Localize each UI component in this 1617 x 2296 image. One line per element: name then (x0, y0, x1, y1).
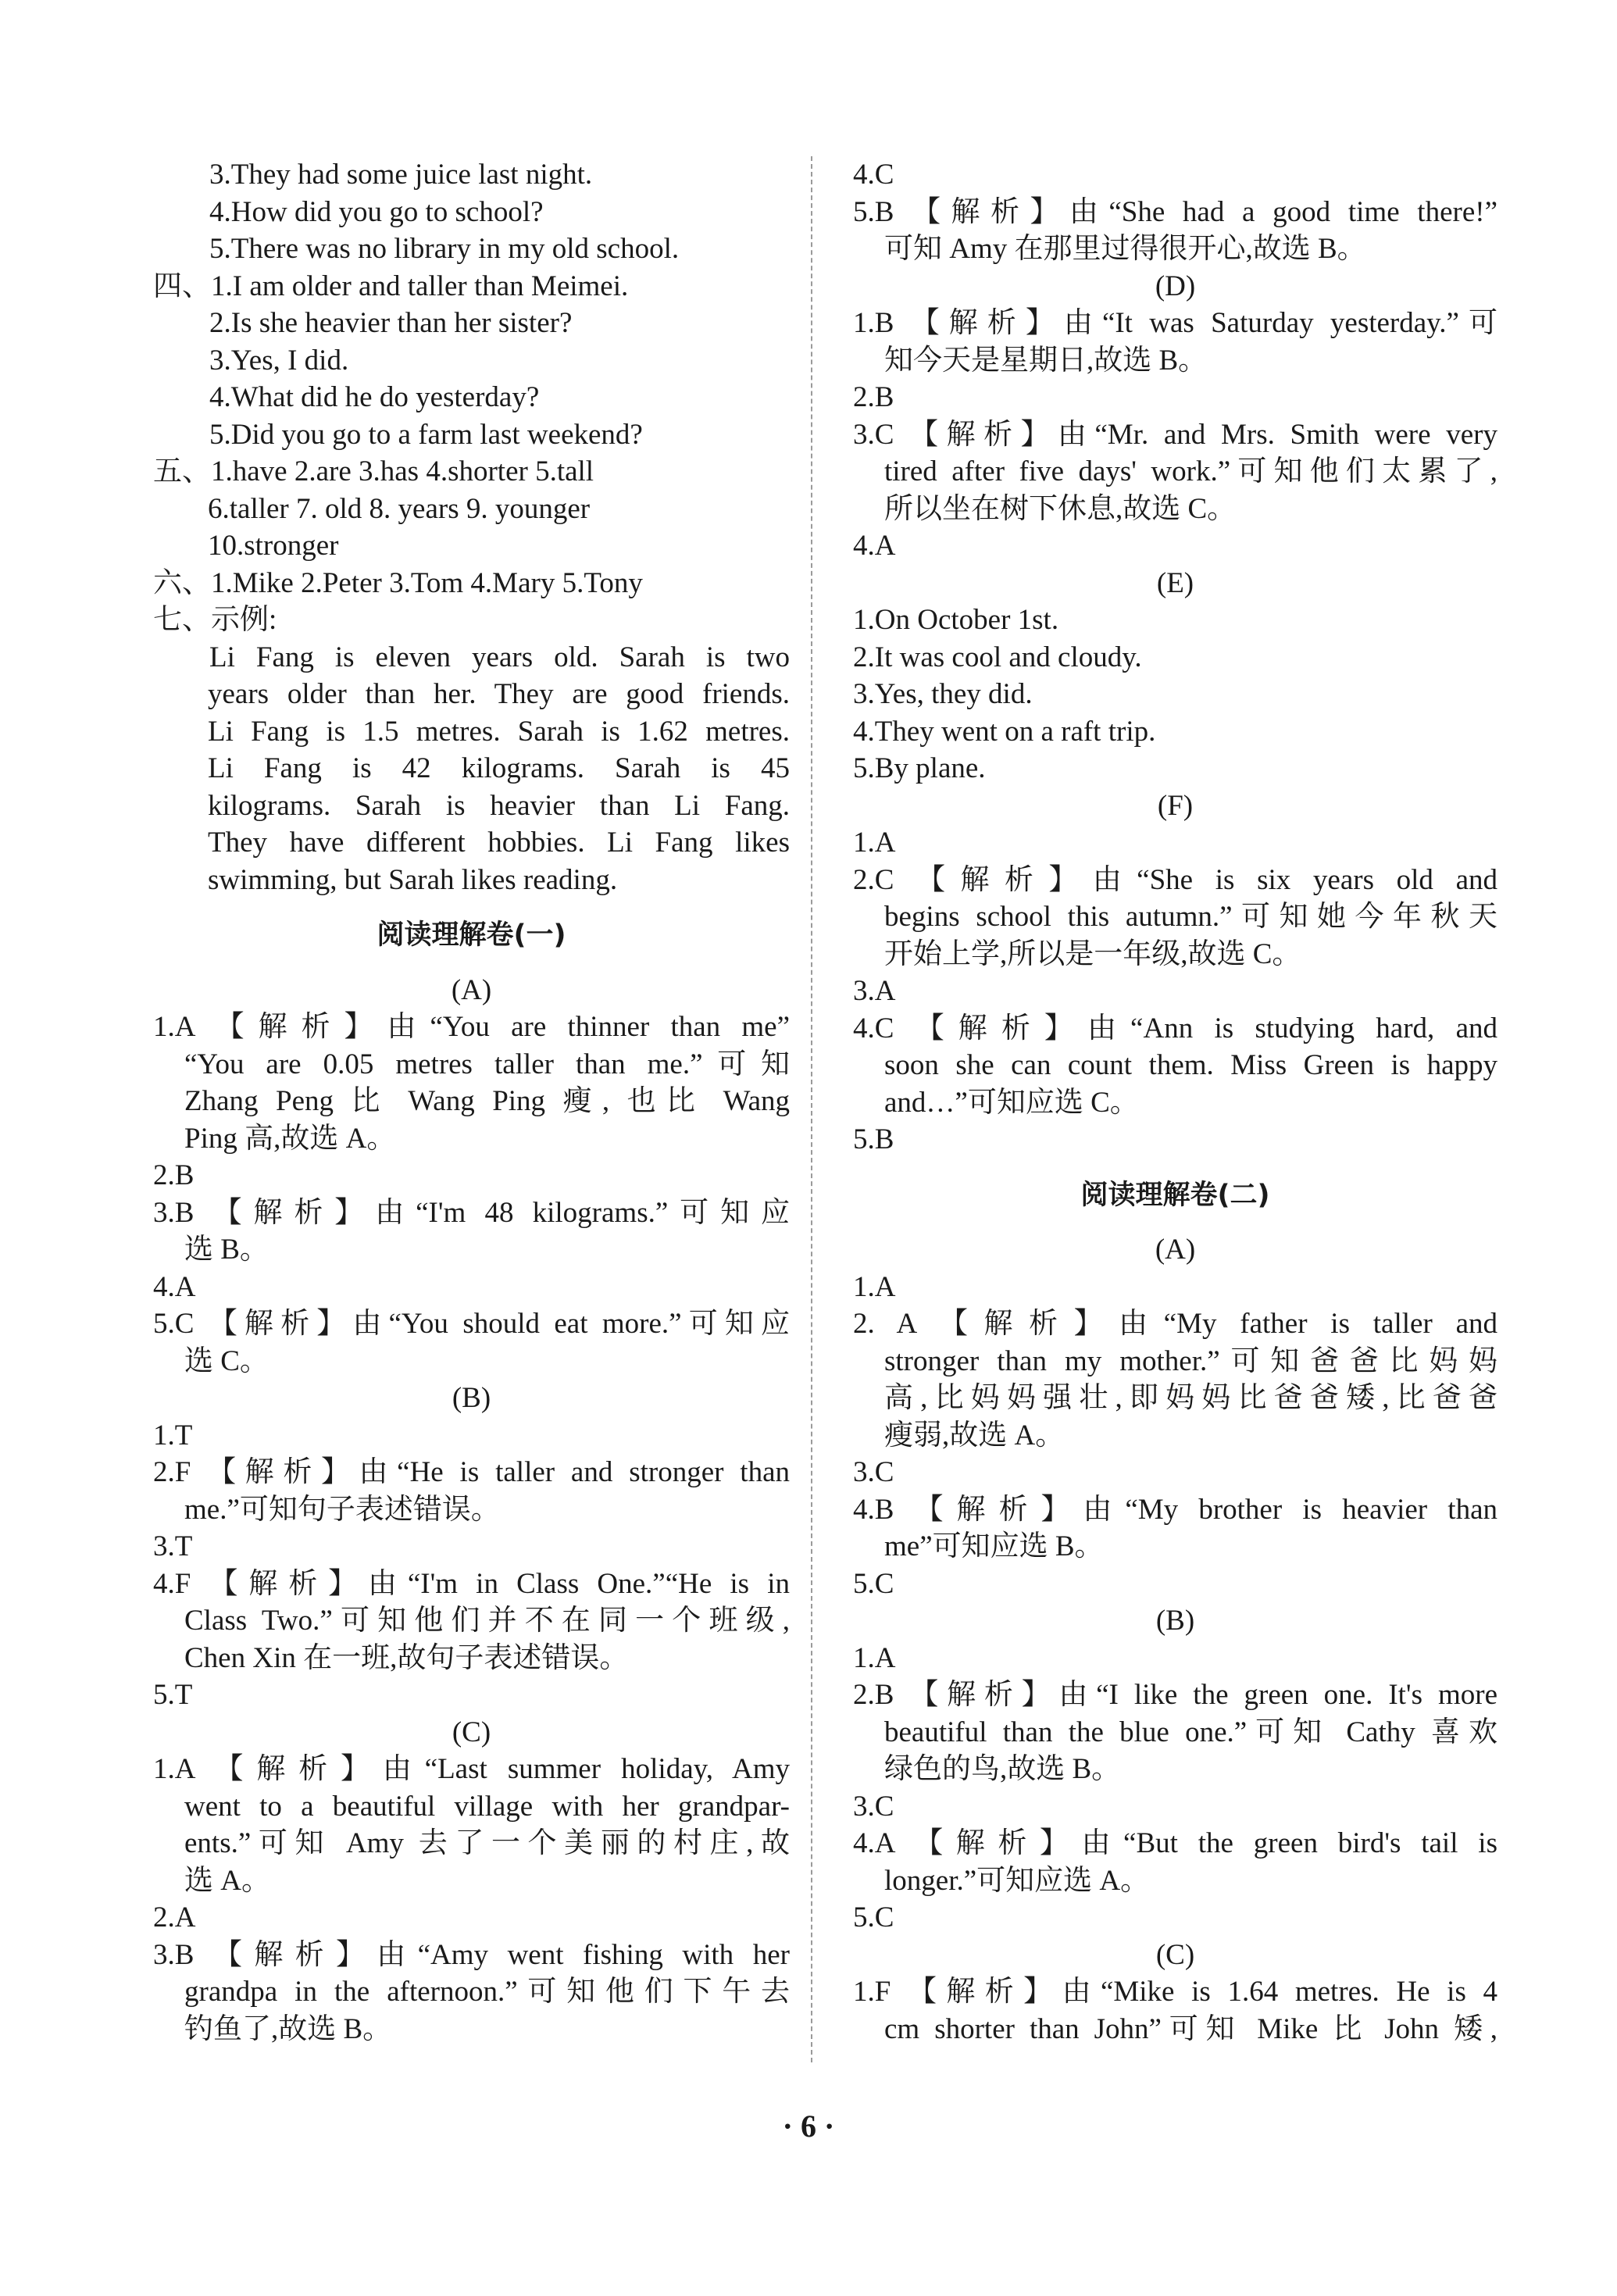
answer-line: 2.A (153, 1901, 196, 1934)
answer-line: 3.Yes, I did. (209, 344, 349, 377)
answer-line: 1.A (853, 1270, 896, 1303)
answer-line: Li Fang is 42 kilograms. Sarah is 45 (208, 752, 790, 784)
answer-line: (A) (451, 973, 492, 1006)
answer-line: 选 B。 (184, 1234, 269, 1266)
answer-line: 2.C 【解析】由“She is six years old and (853, 863, 1497, 896)
section-heading: 阅读理解卷(一) (377, 919, 566, 951)
answer-line: 5.Did you go to a farm last weekend? (209, 418, 643, 451)
answer-line: 5.B 【解析】由“She had a good time there!” (853, 195, 1497, 228)
answer-line: 1.B 【解析】由“It was Saturday yesterday.”可 (853, 307, 1497, 339)
answer-line: Zhang Peng 比 Wang Ping 瘦, 也比 Wang (184, 1085, 790, 1117)
answer-line: longer.”可知应选 A。 (884, 1864, 1150, 1897)
answer-line: 六、1.Mike 2.Peter 3.Tom 4.Mary 5.Tony (153, 566, 643, 599)
answer-line: 2.B 【解析】由“I like the green one. It's more (853, 1679, 1497, 1711)
answer-line: (B) (452, 1382, 491, 1414)
answer-line: 4.A 【解析】由“But the green bird's tail is (853, 1827, 1497, 1859)
answer-line: 高,比妈妈强壮,即妈妈比爸爸矮,比爸爸 (884, 1382, 1497, 1414)
answer-line: and…”可知应选 C。 (884, 1086, 1139, 1119)
answer-line: 1.F 【解析】由“Mike is 1.64 metres. He is 4 (853, 1976, 1497, 2008)
answer-line: 3.A (853, 975, 896, 1007)
answer-line: 5.There was no library in my old school. (209, 233, 680, 265)
answer-line: 3.B 【解析】由“I'm 48 kilograms.”可知应 (153, 1196, 790, 1229)
answer-line: 开始上学,所以是一年级,故选 C。 (884, 937, 1301, 970)
answer-line: They have different hobbies. Li Fang likes (208, 827, 790, 859)
answer-line: tired after five days' work.”可知他们太累了, (884, 455, 1497, 487)
answer-line: 4.A (853, 530, 896, 562)
answer-line: 5.B (853, 1123, 894, 1155)
answer-line: ents.”可知 Amy 去了一个美丽的村庄,故 (184, 1827, 790, 1859)
answer-line: 1.On October 1st. (853, 604, 1059, 636)
answer-line: 五、1.have 2.are 3.has 4.shorter 5.tall (153, 455, 594, 487)
answer-line: soon she can count them. Miss Green is happy (884, 1049, 1497, 1081)
answer-line: 3.Yes, they did. (853, 678, 1033, 710)
answer-line: cm shorter than John”可知 Mike 比 John 矮, (884, 2012, 1497, 2045)
answer-line: 钓鱼了,故选 B。 (184, 2012, 392, 2045)
answer-line: stronger than my mother.”可知爸爸比妈妈 (884, 1344, 1497, 1377)
answer-line: 4.What did he do yesterday? (209, 381, 540, 413)
answer-line: 3.T (153, 1530, 193, 1562)
left-column (153, 156, 790, 2048)
answer-line: (A) (1155, 1234, 1196, 1266)
answer-line: 4.They went on a raft trip. (853, 715, 1156, 748)
answer-line: 1.A (853, 827, 896, 859)
answer-line: 5.C (853, 1901, 894, 1934)
page-number: · 6 · (782, 2109, 835, 2144)
answer-line: (F) (1157, 789, 1194, 822)
answer-line: me.”可知句子表述错误。 (184, 1493, 500, 1526)
section-heading: 阅读理解卷(二) (1080, 1179, 1270, 1211)
answer-line: 2.F 【解析】由“He is taller and stronger than (153, 1456, 790, 1488)
answer-line: years older than her. They are good friends. (208, 678, 790, 710)
answer-line: beautiful than the blue one.”可知 Cathy 喜欢 (884, 1716, 1497, 1748)
answer-line: 2. A 【解析】由“My father is taller and (853, 1308, 1497, 1340)
answer-line: 选 C。 (184, 1344, 269, 1377)
answer-line: Li Fang is 1.5 metres. Sarah is 1.62 metres. (208, 715, 790, 748)
answer-line: 6.taller 7. old 8. years 9. younger (208, 492, 591, 525)
answer-line: 5.By plane. (853, 752, 986, 784)
answer-line: Li Fang is eleven years old. Sarah is two (209, 641, 790, 673)
answer-line: 1.T (153, 1419, 193, 1452)
answer-line: Chen Xin 在一班,故句子表述错误。 (184, 1641, 629, 1674)
answer-line: 4.How did you go to school? (209, 195, 544, 228)
answer-line: 4.A (153, 1270, 196, 1303)
answer-line: 1.A 【解析】由“Last summer holiday, Amy (153, 1753, 790, 1785)
answer-line: went to a beautiful village with her grandpar- (184, 1790, 790, 1823)
answer-line: grandpa in the afternoon.”可知他们下午去 (184, 1976, 790, 2008)
answer-line: 3.B 【解析】由“Amy went fishing with her (153, 1938, 790, 1971)
answer-line: 3.C (853, 1790, 894, 1823)
answer-line: 4.C 【解析】由“Ann is studying hard, and (853, 1012, 1497, 1044)
answer-line: 10.stronger (208, 530, 339, 562)
answer-line: 4.F 【解析】由“I'm in Class One.”“He is in (153, 1567, 790, 1600)
answer-line: (B) (1155, 1605, 1195, 1637)
answer-line: 3.C 【解析】由“Mr. and Mrs. Smith were very (853, 418, 1497, 451)
answer-line: me”可知应选 B。 (884, 1530, 1104, 1562)
answer-line: begins school this autumn.”可知她今年秋天 (884, 901, 1497, 933)
answer-line: (D) (1155, 270, 1196, 302)
answer-line: kilograms. Sarah is heavier than Li Fang. (208, 789, 790, 822)
right-column (853, 156, 1497, 2048)
answer-line: (C) (1155, 1938, 1195, 1971)
answer-line: Ping 高,故选 A。 (184, 1122, 396, 1155)
answer-line: 2.Is she heavier than her sister? (209, 307, 573, 339)
answer-line: “You are 0.05 metres taller than me.”可知 (184, 1048, 790, 1080)
answer-line: 4.C (853, 159, 894, 191)
answer-line: 所以坐在树下休息,故选 C。 (884, 492, 1237, 525)
answer-line: 3.They had some juice last night. (209, 159, 593, 191)
answer-line: 2.It was cool and cloudy. (853, 641, 1142, 673)
answer-line: 知今天是星期日,故选 B。 (884, 344, 1208, 377)
answer-line: swimming, but Sarah likes reading. (208, 863, 618, 896)
column-divider (811, 156, 812, 2062)
answer-line: (C) (452, 1716, 491, 1748)
answer-line: Class Two.”可知他们并不在同一个班级, (184, 1605, 790, 1637)
answer-line: 5.C 【解析】由“You should eat more.”可知应 (153, 1308, 790, 1340)
answer-line: 绿色的鸟,故选 B。 (884, 1753, 1121, 1785)
answer-line: 可知 Amy 在那里过得很开心,故选 B。 (884, 233, 1366, 265)
answer-line: 1.A (853, 1641, 896, 1674)
answer-line: 瘦弱,故选 A。 (884, 1419, 1065, 1452)
answer-line: 四、1.I am older and taller than Meimei. (153, 270, 629, 302)
answer-line: 5.C (853, 1567, 894, 1600)
answer-line: 4.B 【解析】由“My brother is heavier than (853, 1493, 1497, 1526)
answer-line: (E) (1156, 566, 1194, 599)
answer-line: 2.B (853, 381, 894, 413)
answer-line: 3.C (853, 1456, 894, 1488)
answer-line: 1.A 【解析】由“You are thinner than me” (153, 1011, 790, 1043)
answer-line: 选 A。 (184, 1864, 270, 1897)
answer-line: 七、示例: (153, 604, 277, 636)
answer-line: 5.T (153, 1679, 193, 1711)
answer-line: 2.B (153, 1159, 195, 1191)
